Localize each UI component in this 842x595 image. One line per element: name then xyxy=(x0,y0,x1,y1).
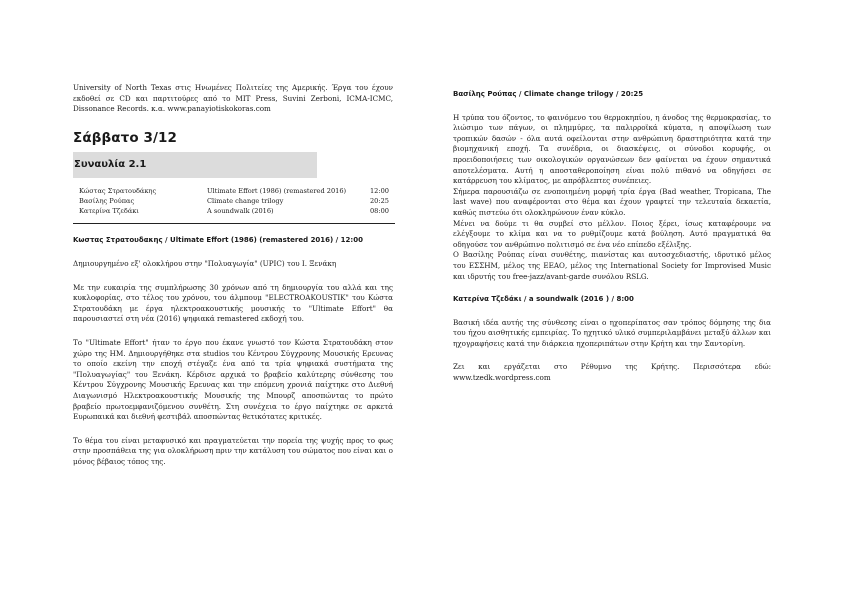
program-work: Climate change trilogy xyxy=(207,197,284,206)
program-row xyxy=(73,186,393,196)
left-column xyxy=(73,83,393,467)
concert-title: Συναυλία 2.1 xyxy=(73,152,317,178)
section-heading-stratoudakis: Κωστας Στρατουδακης / Ultimate Effort (1986) (remastered 2016) / 12:00 xyxy=(73,236,363,245)
paragraph: Με την ευκαιρία της συμπλήρωσης 30 χρόνων από τη δημιουργία του αλλά και της κυκλοφορίας, στο τέλος του χρόνου, του άλμπουμ "ELECTROAKOUSTIK" του Κώστα Στρατουδάκη με έργα ηλεκτροακουστικής μουσικής το "Ultimate Effort" θα παρουσιαστεί στη νέα (2016) ψηφιακά remastered εκδοχή του. xyxy=(73,282,393,324)
paragraph: Ζει και εργάζεται στο Ρέθυμνο της Κρήτης. Περισσότερα εδώ: www.tzedk.wordpress.com xyxy=(453,362,771,383)
program-composer: Βασίλης Ρούπας xyxy=(79,197,135,206)
program-time: 20:25 xyxy=(369,197,389,206)
paragraph: Ο Βασίλης Ρούπας είναι συνθέτης, πιανίστας και αυτοσχεδιαστής, ιδρυτικό μέλος του ΕΣΣΗΜ, μέλος της ΕΕΑΟ, μέλος της International Society for Improvised Music και ιδρυτής του free-jazz/avant-garde συνόλου RSLG. xyxy=(453,250,771,281)
paragraph: Σήμερα παρουσιάζω σε ενοποιημένη μορφή τρία έργα (Bad weather, Tropicana, The last wave) που αναφέρονται στο θέμα και έχουν γραφτεί την τελευταία δεκαετία, καθώς πιστεύω ότι ολοκληρώνουν έναν κύκλο. xyxy=(453,186,771,217)
program-work: A soundwalk (2016) xyxy=(207,207,274,216)
day-title: Σάββατο 3/12 xyxy=(73,129,177,146)
paragraph: Το "Ultimate Effort" ήταν το έργο που έκανε γνωστό τον Κώστα Στρατουδάκη στον χώρο της ΗΜ. Δημιουργήθηκε στα studios του Κέντρου Σύγχρονης Μουσικής Ερευνας το οποίο εκείνη την εποχή στέγαζε ένα από τα τρία ψηφιακά συστήματα της "Πολυαγωγίας" του Ξενάκη. Κέρδισε αρχικά το βραβείο καλύτερης σύνθεσης του Κέντρου Σύγχρονης Μουσικής Ερευνας και την επόμενη χρονιά παίχτηκε στο Διεθνή Διαγωνισμό Ηλεκτροακουστικής Μουσικής της Μπουρζ αποσπώντας το πρώτο βραβείο πρωτοεμφανιζόμενου συνθέτη. Στη συνέχεια το έργο παίχτηκε σε αρκετά Ευρωπαικά και διεθνή φεστιβάλ αποσπώντας θετικότατες κριτικές. xyxy=(73,337,393,422)
section-heading-tzedaki: Κατερίνα Τζεδάκι / a soundwalk (2016 ) / 8:00 xyxy=(453,295,634,304)
program-row xyxy=(73,206,393,216)
paragraph: Η τρύπα του όζοντος, το φαινόμενο του θερμοκηπίου, η άνοδος της θερμοκρασίας, το λιώσιμο των πάγων, οι πλημμύρες, τα παλιρροϊκά κύματα, η αποψίλωση των τροπικών δασών - όλα αυτά οφείλονται στην ανθρώπινη δραστηριότητα κατά την βιομηχανική εποχή. Τα συνέδρια, οι διασκέψεις, οι σύνοδοι κορυφής, οι προειδοποιήσεις των οικολογικών οργανώσεων δεν φαίνεται να έχουν σημαντικά αποτελέσματα. Αυτή η αποσταθεροποίηση είναι πολύ πιθανό να οδηγήσει σε κατάρρευση του κλίματος, με απρόβλεπτες συνέπειες. xyxy=(453,112,771,186)
paragraph: Μένει να δούμε τι θα συμβεί στο μέλλον. Ποιος ξέρει, ίσως καταφέρουμε να ελέγξουμε το κλίμα και να το ρυθμίζουμε κατά βούληση. Αυτό πραγματικά θα οδηγούσε τον ανθρώπινο πολιτισμό σε ένα νέο επίπεδο εξέλιξης. xyxy=(453,218,771,249)
intro-paragraph: University of North Texas στις Ηνωμένες Πολιτείες της Αμερικής. Έργα του έχουν εκδοθεί σε CD και παρτιτούρες από το MIT Press, Suvini Zerboni, ICMA-ICMC, Dissonance Records. κ.α. www.panayiotiskokoras.com xyxy=(73,83,393,114)
program-composer: Κώστας Στρατουδάκης xyxy=(79,187,157,196)
program-table xyxy=(73,186,393,216)
program-time: 12:00 xyxy=(369,187,389,196)
divider xyxy=(73,223,395,224)
right-column xyxy=(453,89,771,384)
program-time: 08:00 xyxy=(369,207,389,216)
program-work: Ultimate Effort (1986) (remastered 2016) xyxy=(207,187,347,196)
program-row xyxy=(73,196,393,206)
section-heading-roupas: Βασίλης Ρούπας / Climate change trilogy / 20:25 xyxy=(453,90,644,98)
program-composer: Κατερίνα Τζεδάκι xyxy=(79,207,139,216)
paragraph: Βασική ιδέα αυτής της σύνθεσης είναι ο ηχοπερίπατος σαν τρόπος δόμησης της δια του ήχου αισθητικής εμπειρίας. Το ηχητικό υλικό συμπεριλαμβάνει μεταξύ άλλων και ηχογραφήσεις κατά την διάρκεια ηχοπεριπάτων στην Κρήτη και την Σαντορίνη. xyxy=(453,317,771,348)
paragraph: Δημιουργημένο εξ' ολοκλήρου στην "Πολυαγωγία" (UPIC) του Ι. Ξενάκη xyxy=(73,258,337,268)
paragraph: Το θέμα του είναι μεταφυσικό και πραγματεύεται την πορεία της ψυχής προς το φως στην προσπάθεια της για ολοκλήρωση πριν την κατάλυση του σώματος που είναι και ο μόνος βέβαιος τόπος της. xyxy=(73,435,393,466)
